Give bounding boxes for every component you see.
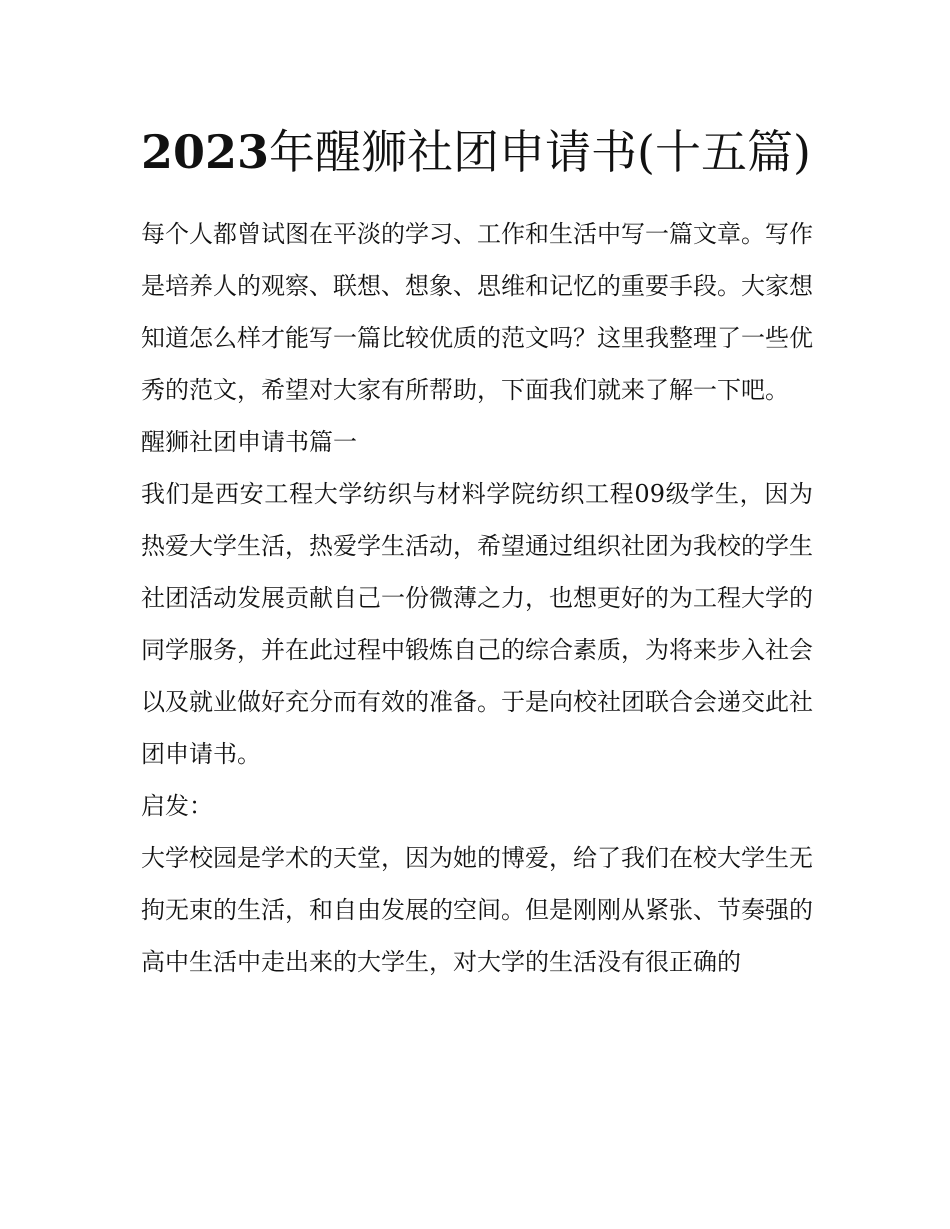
body-paragraph: 我们是西安工程大学纺织与材料学院纺织工程09级学生，因为热爱大学生活，热爱学生活动，希望通过组织社团为我校的学生社团活动发展贡献自己一份微薄之力，也想更好的为工程大学的同学服务，并在此过程中锻炼自己的综合素质，为将来步入社会以及就业做好充分而有效的准备。于是向校社团联合会递交此社团申请书。 (141, 480, 813, 768)
document-body (141, 112, 813, 988)
title-year: 2023 (141, 125, 270, 179)
section-heading: 醒狮社团申请书篇一 (141, 428, 357, 456)
subheading: 启发： (141, 792, 213, 820)
intro-paragraph: 每个人都曾试图在平淡的学习、工作和生活中写一篇文章。写作是培养人的观察、联想、想象、思维和记忆的重要手段。大家想知道怎么样才能写一篇比较优质的范文吗？这里我整理了一些优秀的范文，希望对大家有所帮助，下面我们就来了解一下吧。 (141, 220, 813, 404)
title-text: 年醒狮社团申请书(十五篇) (269, 125, 811, 179)
body-paragraph: 大学校园是学术的天堂，因为她的博爱，给了我们在校大学生无拘无束的生活，和自由发展的空间。但是刚刚从紧张、节奏强的高中生活中走出来的大学生，对大学的生活没有很正确的 (141, 844, 813, 976)
document-title (141, 112, 813, 192)
